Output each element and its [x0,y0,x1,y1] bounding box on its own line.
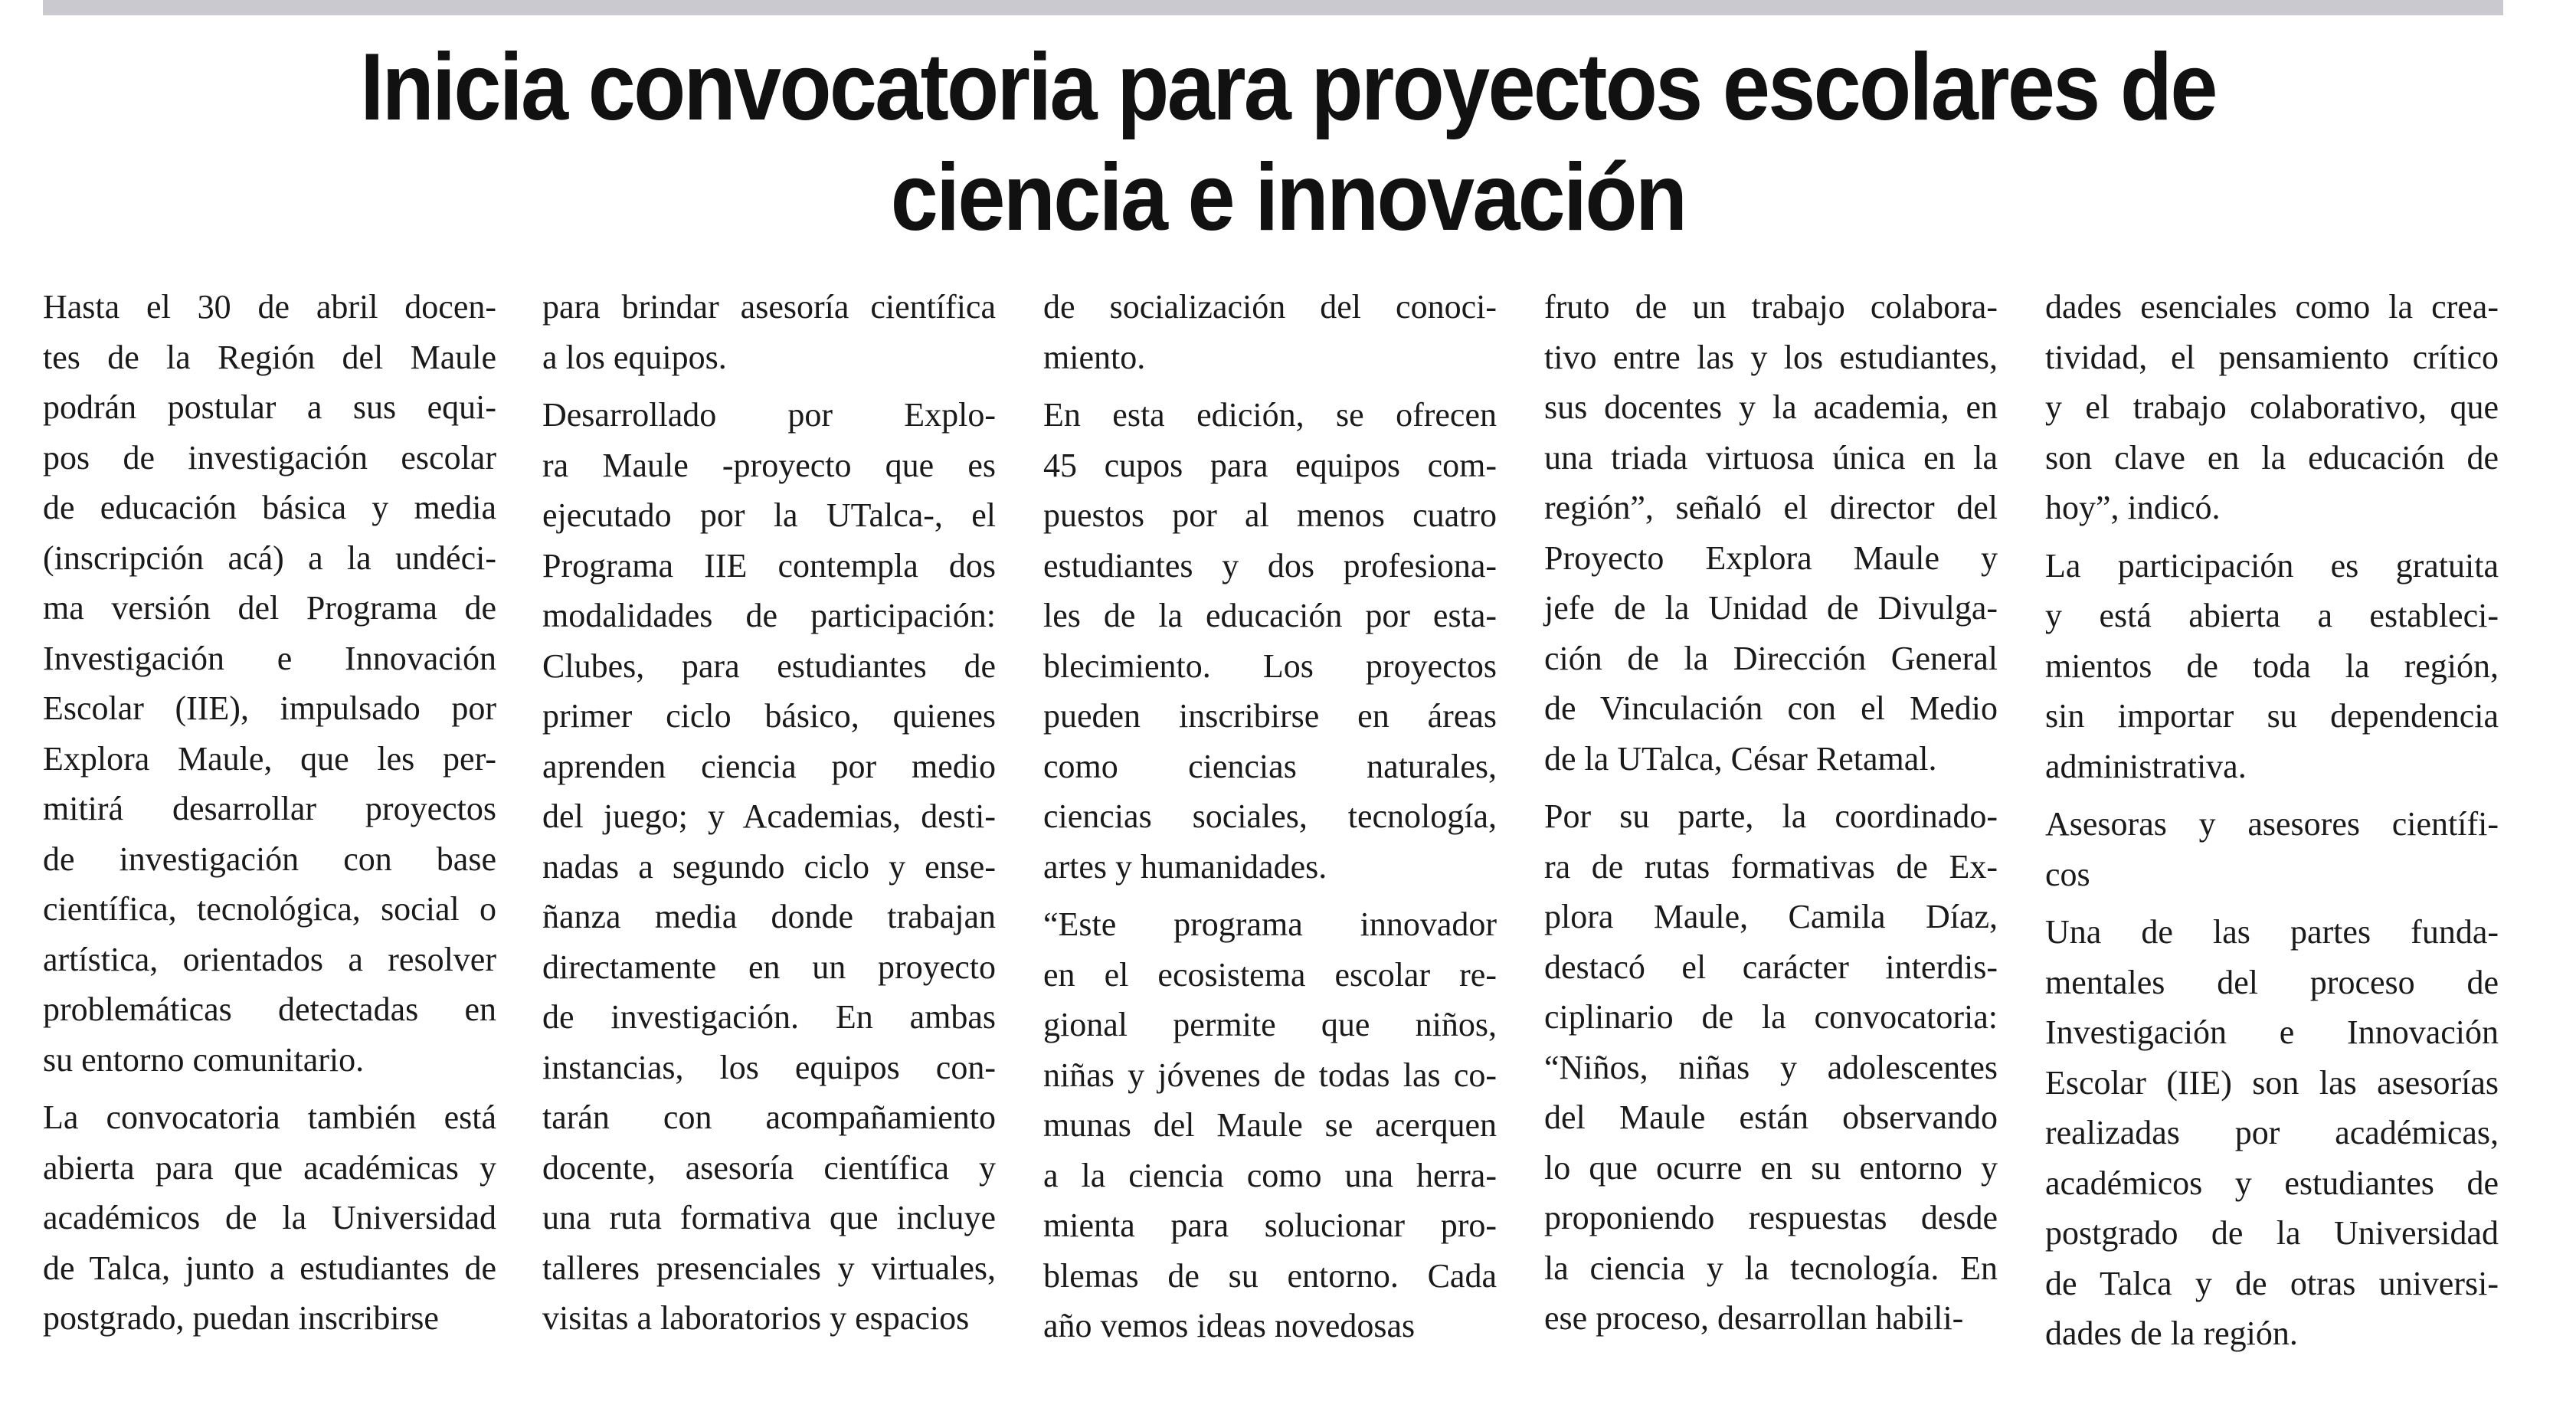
article-line: nadas a segundo ciclo y ense- [542,847,996,886]
article-paragraph [1544,282,1998,784]
article-line: lo que ocurre en su entorno y [1544,1148,1998,1187]
article-column-4 [1544,282,1998,1351]
article-paragraph [2045,799,2499,899]
article-line: mentales del proceso de [2045,963,2499,1001]
article-line: de investigación. En ambas [542,998,996,1036]
article-line: En esta edición, se ofrecen [1043,396,1497,434]
article-line: ma versión del Programa de [43,589,496,627]
article-line: una triada virtuosa única en la [1544,438,1998,476]
article-line: artística, orientados a resolver [43,940,496,978]
article-line: mientos de toda la región, [2045,647,2499,685]
article-line: año vemos ideas novedosas [1043,1307,1416,1344]
article-line: de Vinculación con el Medio [1544,689,1998,727]
article-line: Clubes, para estudiantes de [542,647,996,685]
article-line: “Niños, niñas y adolescentes [1544,1048,1998,1086]
article-paragraph [1043,390,1497,892]
article-line: fruto de un trabajo colabora- [1544,288,1998,326]
article-line: Hasta el 30 de abril docen- [43,288,496,326]
article-line: podrán postular a sus equi- [43,388,496,426]
article-line: de socialización del conoci- [1043,288,1497,326]
article-line: ra Maule -proyecto que es [542,446,996,484]
article-line: de educación básica y media [43,489,496,526]
article-line: a los equipos. [542,338,727,376]
article-line: estudiantes y dos profesiona- [1043,546,1497,584]
article-line: del Maule están observando [1544,1099,1998,1136]
article-line: Proyecto Explora Maule y [1544,539,1998,577]
article-line: (inscripción acá) a la undéci- [43,539,496,577]
article-line: cos [2045,855,2090,893]
article-line: dades de la región. [2045,1315,2298,1352]
article-line: sus docentes y la academia, en [1544,388,1998,426]
article-paragraph [2045,907,2499,1359]
headline-line-2: ciencia e innovación [890,145,1686,250]
article-line: como ciencias naturales, [1043,747,1497,785]
article-line: pos de investigación escolar [43,438,496,476]
article-line: ciplinario de la convocatoria: [1544,998,1998,1036]
article-line: ese proceso, desarrollan habili- [1544,1299,1964,1337]
article-line: les de la educación por esta- [1043,597,1497,634]
article-headline [129,32,2447,253]
article-line: tarán con acompañamiento [542,1099,996,1136]
article-line: en el ecosistema escolar re- [1043,955,1497,994]
article-line: munas del Maule se acerquen [1043,1106,1497,1144]
article-line: artes y humanidades. [1043,847,1327,886]
article-line: mienta para solucionar pro- [1043,1207,1497,1244]
article-line: postgrado de la Universidad [2045,1214,2499,1252]
article-paragraph [1043,899,1497,1351]
article-line: postgrado, puedan inscribirse [43,1299,439,1337]
article-line: dades esenciales como la crea- [2045,288,2499,326]
article-line: de Talca, junto a estudiantes de [43,1249,496,1287]
article-line: de la UTalca, César Retamal. [1544,739,1937,778]
article-line: Escolar (IIE) son las asesorías [2045,1063,2499,1102]
article-line: ción de la Dirección General [1544,639,1998,677]
article-line: científica, tecnológica, social o [43,890,496,928]
article-line: pueden inscribirse en áreas [1043,697,1497,735]
article-line: aprenden ciencia por medio [542,747,996,785]
article-line: instancias, los equipos con- [542,1048,996,1086]
article-line: del juego; y Academias, desti- [542,797,996,835]
article-paragraph [2045,282,2499,533]
article-line: ciencias sociales, tecnología, [1043,797,1497,835]
article-line: de Talca y de otras universi- [2045,1264,2499,1302]
article-paragraph [43,282,496,1085]
article-line: tivo entre las y los estudiantes, [1544,338,1998,376]
article-line: primer ciclo básico, quienes [542,697,996,735]
article-line: Programa IIE contempla dos [542,546,996,584]
article-line: la ciencia y la tecnología. En [1544,1249,1998,1287]
article-line: docente, asesoría científica y [542,1148,996,1187]
article-line: a la ciencia como una herra- [1043,1156,1497,1194]
article-line: La participación es gratuita [2045,546,2499,584]
article-line: “Este programa innovador [1043,905,1497,943]
article-line: Explora Maule, que les per- [43,739,496,778]
article-line: académicos de la Universidad [43,1199,496,1236]
article-line: niñas y jóvenes de todas las co- [1043,1056,1497,1094]
article-line: directamente en un proyecto [542,948,996,986]
article-line: Asesoras y asesores científi- [2045,805,2499,843]
article-line: académicos y estudiantes de [2045,1164,2499,1202]
article-line: blecimiento. Los proyectos [1043,647,1497,685]
article-line: blemas de su entorno. Cada [1043,1256,1497,1295]
article-line: proponiendo respuestas desde [1544,1199,1998,1236]
article-line: tes de la Región del Maule [43,338,496,376]
article-paragraph [1043,282,1497,382]
article-line: Investigación e Innovación [43,639,496,677]
article-line: La convocatoria también está [43,1099,496,1136]
article-line: Por su parte, la coordinado- [1544,797,1998,835]
article-line: talleres presenciales y virtuales, [542,1249,996,1287]
article-line: para brindar asesoría científica [542,288,996,326]
article-line: ñanza media donde trabajan [542,898,996,935]
article-paragraph [542,282,996,382]
article-column-2 [542,282,996,1351]
article-line: abierta para que académicas y [43,1148,496,1187]
article-line: son clave en la educación de [2045,438,2499,476]
article-line: hoy”, indicó. [2045,489,2221,526]
article-line: modalidades de participación: [542,597,996,634]
article-line: 45 cupos para equipos com- [1043,446,1497,484]
article-line: miento. [1043,338,1146,376]
headline-line-1: Inicia convocatoria para proyectos escolares de [360,34,2216,140]
top-rule [43,0,2503,15]
article-line: administrativa. [2045,747,2247,785]
article-line: su entorno comunitario. [43,1040,365,1079]
article-line: jefe de la Unidad de Divulga- [1544,589,1998,627]
article-line: y está abierta a estableci- [2045,597,2499,634]
article-line: y el trabajo colaborativo, que [2045,388,2499,426]
article-line: tividad, el pensamiento crítico [2045,338,2499,376]
article-column-1 [43,282,496,1351]
article-paragraph [542,390,996,1344]
article-line: problemáticas detectadas en [43,991,496,1028]
article-line: destacó el carácter interdis- [1544,948,1998,986]
article-line: Escolar (IIE), impulsado por [43,689,496,727]
article-line: de investigación con base [43,840,496,878]
article-line: Desarrollado por Explo- [542,396,996,434]
article-line: visitas a laboratorios y espacios [542,1299,970,1337]
article-line: gional permite que niños, [1043,1006,1497,1043]
article-line: ra de rutas formativas de Ex- [1544,847,1998,886]
article-line: región”, señaló el director del [1544,489,1998,526]
article-line: mitirá desarrollar proyectos [43,790,496,827]
article-paragraph [2045,541,2499,792]
article-line: puestos por al menos cuatro [1043,496,1497,534]
article-line: plora Maule, Camila Díaz, [1544,898,1998,935]
article-column-5 [2045,282,2499,1367]
article-line: Investigación e Innovación [2045,1013,2499,1051]
article-line: sin importar su dependencia [2045,697,2499,735]
article-column-3 [1043,282,1497,1359]
article-line: Una de las partes funda- [2045,913,2499,951]
article-line: realizadas por académicas, [2045,1114,2499,1151]
article-line: una ruta formativa que incluye [542,1199,996,1236]
article-paragraph [43,1092,496,1344]
article-line: ejecutado por la UTalca-, el [542,496,996,534]
article-paragraph [1544,791,1998,1344]
